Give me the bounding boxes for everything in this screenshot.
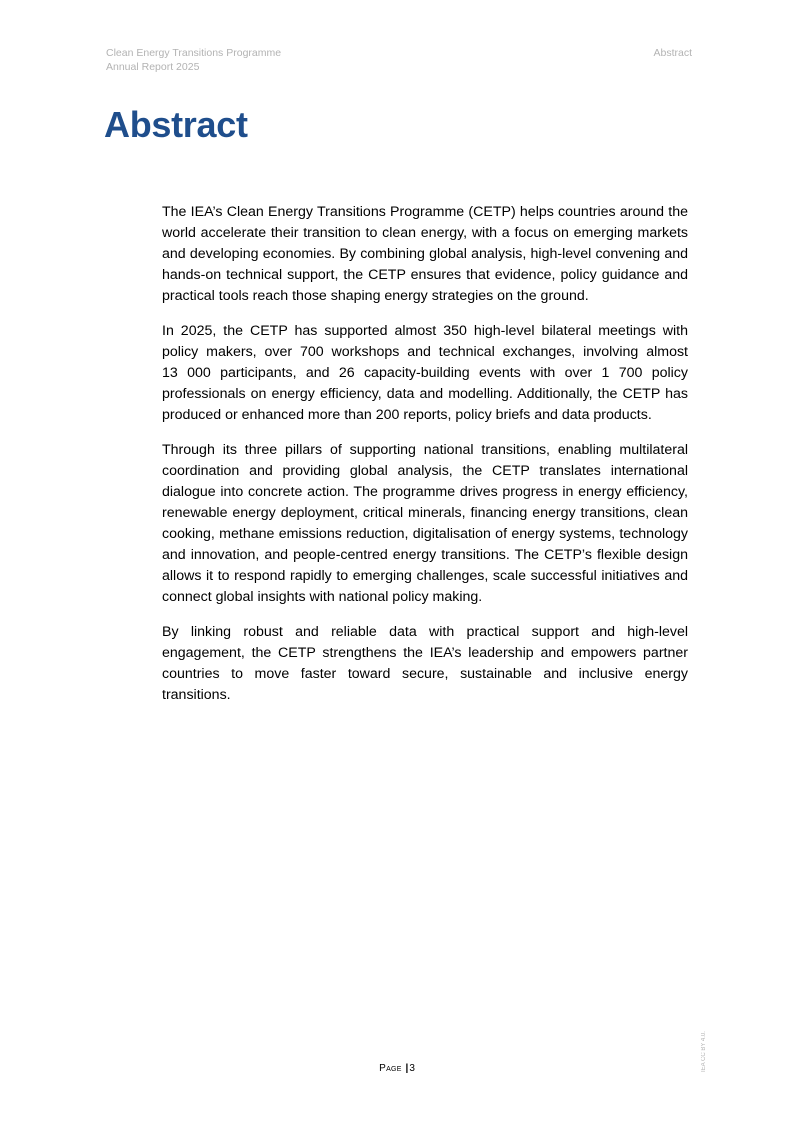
license-notice: IEA CC BY 4.0. bbox=[701, 1031, 707, 1072]
page-label: Page bbox=[379, 1063, 402, 1074]
paragraph-3: Through its three pillars of supporting national transitions, enabling multilateral coordination and providing global analysis, the CETP translates international dialogue into concrete action. The programme drives progress in energy efficiency, renewable energy deployment, critical minerals, financing energy transitions, clean cooking, methane emissions reduction, digitalisation of energy systems, technology and innovation, and people-centred energy transitions. The CETP’s flexible design allows it to respond rapidly to emerging challenges, scale successful initiatives and connect global insights with national policy making. bbox=[162, 442, 688, 605]
page-number: 3 bbox=[409, 1063, 415, 1074]
report-title: Clean Energy Transitions Programme bbox=[106, 47, 282, 59]
page-separator: | bbox=[405, 1063, 409, 1074]
paragraph-1: The IEA’s Clean Energy Transitions Programme (CETP) helps countries around the world accelerate their transition to clean energy, with a focus on emerging markets and developing economies. By combining global analysis, high-level convening and hands-on technical support, the CETP ensures that evidence, policy guidance and practical tools reach those shaping energy strategies on the ground. bbox=[162, 204, 688, 304]
page-title: Abstract bbox=[104, 104, 248, 145]
running-header-section: Abstract bbox=[653, 47, 692, 59]
paragraph-4: By linking robust and reliable data with practical support and high-level engagement, the CETP strengthens the IEA’s leadership and empowers partner countries to move faster toward secure, sustainable and inclusive energy transitions. bbox=[162, 624, 688, 703]
report-subtitle: Annual Report 2025 bbox=[106, 61, 200, 73]
abstract-body bbox=[162, 202, 688, 720]
page-footer bbox=[0, 1062, 794, 1076]
paragraph-2: In 2025, the CETP has supported almost 350 high-level bilateral meetings with policy makers, over 700 workshops and technical exchanges, involving almost 13 000 participants, and 26 capacity-building events with over 1 700 policy professionals on energy efficiency, data and modelling. Additionally, the CETP has produced or enhanced more than 200 reports, policy briefs and data products. bbox=[162, 323, 688, 423]
running-header-left bbox=[106, 46, 281, 74]
